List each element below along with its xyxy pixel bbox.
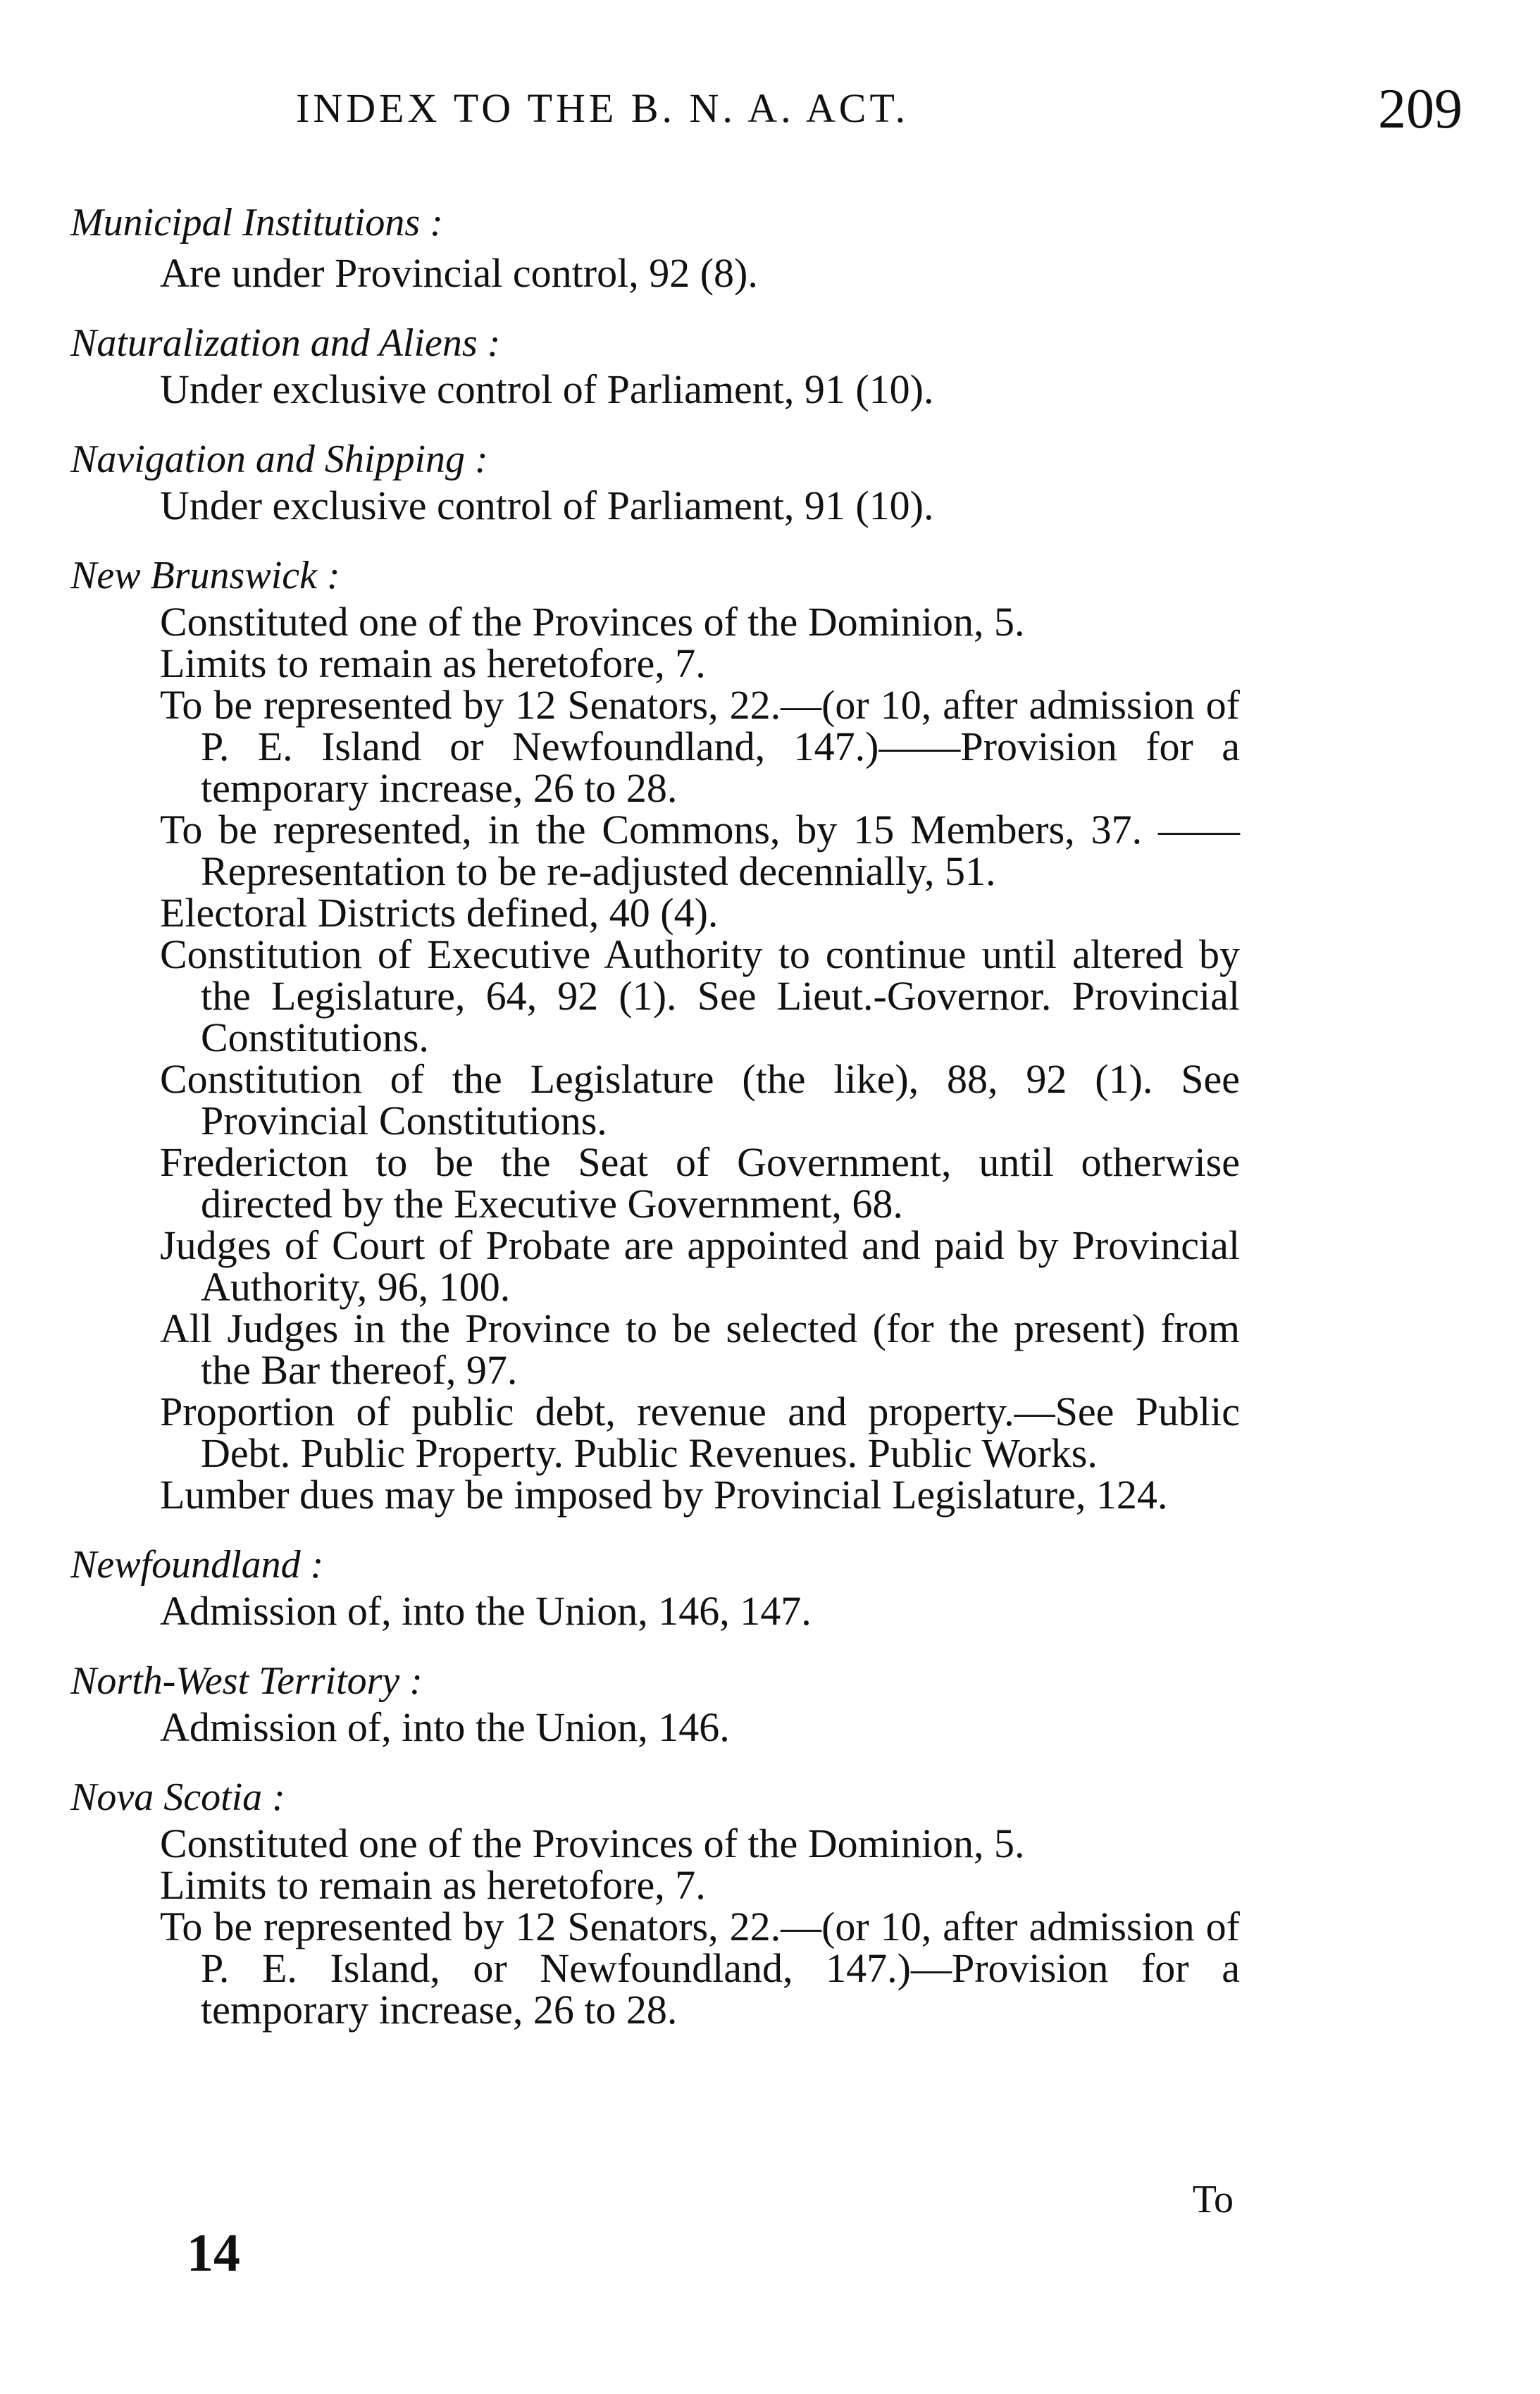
entry-heading: Nova Scotia : [70, 1775, 285, 1819]
entry-line: All Judges in the Province to be selected (for the present) from the Bar thereof, 97. [160, 1305, 1240, 1393]
entry-line: Admission of, into the Union, 146. [160, 1704, 730, 1750]
index-entry [70, 434, 1240, 526]
index-entry [70, 197, 1240, 294]
entry-line: Lumber dues may be imposed by Provincial Legislature, 124. [160, 1472, 1168, 1518]
index-entry [70, 550, 1240, 1518]
entry-line: To be represented, in the Commons, by 15 Members, 37. ——Representation to be re-adjusted decennially, 51. [160, 807, 1240, 894]
index-entry [70, 1772, 1240, 2033]
entry-line: Limits to remain as heretofore, 7. [160, 1862, 706, 1908]
entry-line: Constitution of the Legislature (the like), 88, 92 (1). See Provincial Constitutions. [160, 1056, 1240, 1143]
entry-heading: North-West Territory : [70, 1659, 423, 1703]
entry-line: Judges of Court of Probate are appointed and paid by Provincial Authority, 96, 100. [160, 1222, 1240, 1310]
signature-mark: 14 [187, 2224, 240, 2283]
index-entry [70, 1539, 1240, 1632]
index-entry [70, 1656, 1240, 1748]
entry-line: Under exclusive control of Parliament, 91 (10). [160, 366, 934, 412]
entry-heading: Navigation and Shipping : [70, 438, 488, 481]
catchword: To [1192, 2178, 1234, 2221]
running-title: INDEX TO THE B. N. A. ACT. [296, 85, 909, 131]
entry-heading: Naturalization and Aliens : [70, 321, 501, 365]
entry-heading: Municipal Institutions : [70, 201, 443, 244]
entry-line: Constituted one of the Provinces of the Dominion, 5. [160, 599, 1025, 645]
entry-line: Fredericton to be the Seat of Government, until otherwise directed by the Executive Government, 68. [160, 1139, 1240, 1227]
index-entry [70, 318, 1240, 410]
entry-line: Limits to remain as heretofore, 7. [160, 640, 706, 686]
entry-line: Are under Provincial control, 92 (8). [160, 250, 758, 296]
index-body [70, 197, 1240, 2054]
entry-line: Electoral Districts defined, 40 (4). [160, 890, 719, 936]
entry-heading: New Brunswick : [70, 554, 340, 597]
entry-line: Proportion of public debt, revenue and property.—See Public Debt. Public Property. Public Revenues. Public Works. [160, 1389, 1240, 1476]
entry-line: To be represented by 12 Senators, 22.—(or 10, after admission of P. E. Island or Newfoundland, 147.)——Provision for a temporary increase, 26 to 28. [160, 682, 1240, 811]
entry-line: To be represented by 12 Senators, 22.—(or 10, after admission of P. E. Island, or Newfoundland, 147.)—Provision for a temporary increase, 26 to 28. [160, 1904, 1240, 2033]
entry-line: Constituted one of the Provinces of the Dominion, 5. [160, 1821, 1025, 1866]
entry-line: Admission of, into the Union, 146, 147. [160, 1588, 812, 1634]
entry-line: Constitution of Executive Authority to continue until altered by the Legislature, 64, 92 (1). See Lieut.-Governor. Provincial Constitutions. [160, 931, 1240, 1060]
entry-line: Under exclusive control of Parliament, 91 (10). [160, 483, 934, 528]
page-number: 209 [1378, 78, 1463, 140]
entry-heading: Newfoundland : [70, 1543, 324, 1587]
